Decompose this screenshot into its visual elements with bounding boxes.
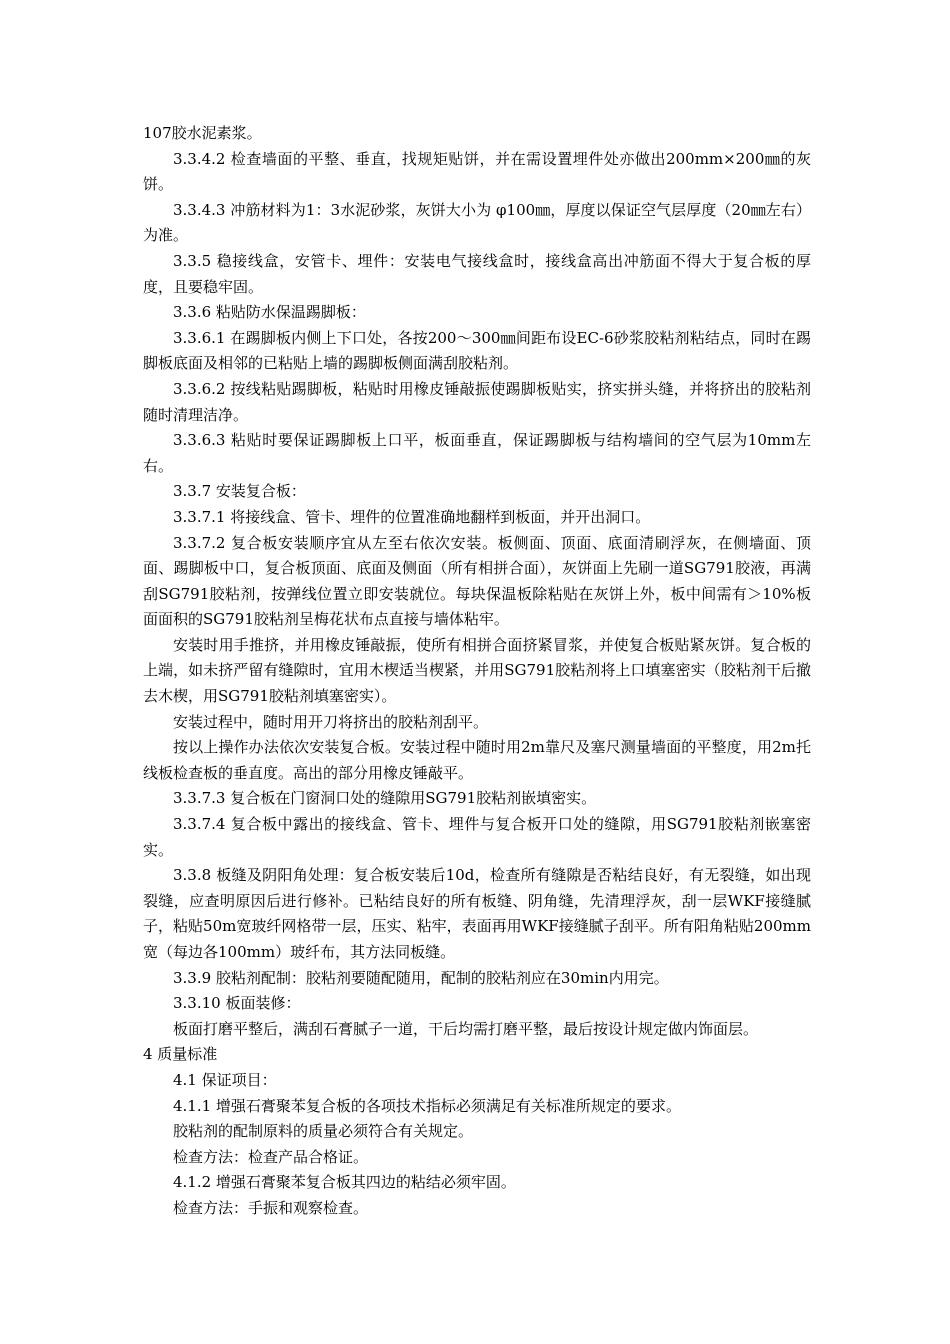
paragraph-4: 3.3.5 稳接线盒，安管卡、埋件：安装电气接线盒时，接线盒高出冲筋面不得大于复合板的厚度，且要稳牢固。 (143, 251, 811, 296)
paragraph-14: 按以上操作办法依次安装复合板。安装过程中随时用2m靠尺及塞尺测量墙面的平整度，用2m托线板检查板的垂直度。高出的部分用橡皮锤敲平。 (143, 738, 811, 782)
paragraph-11: 3.3.7.2 复合板安装顺序宜从左至右依次安装。板侧面、顶面、底面清刷浮灰，在侧墙面、顶面、踢脚板中口，复合板顶面、底面及侧面（所有相拼合面），灰饼面上先刷一道SG791胶液，再满刮SG791胶粘剂，按弹线位置立即安装就位。每块保温板除粘贴在灰饼上外，板中间需有＞10%板面面积的SG791胶粘剂呈梅花状布点直接与墙体粘牢。 (143, 533, 811, 629)
paragraph-8: 3.3.6.3 粘贴时要保证踢脚板上口平，板面垂直，保证踢脚板与结构墙间的空气层为10mm左右。 (143, 431, 811, 475)
paragraph-22: 4.1 保证项目： (173, 1070, 277, 1089)
paragraph-21: 4 质量标准 (143, 1045, 218, 1064)
paragraph-15: 3.3.7.3 复合板在门窗洞口处的缝隙用SG791胶粘剂嵌填密实。 (173, 789, 597, 808)
paragraph-26: 4.1.2 增强石膏聚苯复合板其四边的粘结必须牢固。 (173, 1173, 516, 1192)
paragraph-12: 安装时用手推挤，并用橡皮锤敲振，使所有相拼合面挤紧冒浆，并使复合板贴紧灰饼。复合板的上端，如未挤严留有缝隙时，宜用木楔适当楔紧，并用SG791胶粘剂将上口填塞密实（胶粘剂干后撤去木楔，用SG791胶粘剂填塞密实）。 (143, 635, 811, 706)
paragraph-5: 3.3.6 粘贴防水保温踢脚板： (173, 303, 366, 322)
paragraph-6: 3.3.6.1 在踢脚板内侧上下口处，各按200～300㎜间距布设EC-6砂浆胶粘剂粘结点，同时在踢脚板底面及相邻的已粘贴上墙的踢脚板侧面满刮胶粘剂。 (143, 328, 811, 373)
paragraph-13: 安装过程中，随时用开刀将挤出的胶粘剂刮平。 (173, 712, 489, 731)
paragraph-10: 3.3.7.1 将接线盒、管卡、埋件的位置准确地翻样到板面，并开出洞口。 (173, 507, 651, 526)
paragraph-1: 107胶水泥素浆。 (143, 124, 262, 142)
paragraph-23: 4.1.1 增强石膏聚苯复合板的各项技术指标必须满足有关标准所规定的要求。 (173, 1096, 681, 1115)
document-body (143, 121, 811, 1222)
paragraph-25: 检查方法：检查产品合格证。 (173, 1147, 369, 1166)
paragraph-3: 3.3.4.3 冲筋材料为1：3水泥砂浆，灰饼大小为 φ100㎜，厚度以保证空气层厚度（20㎜左右）为准。 (143, 200, 811, 245)
paragraph-9: 3.3.7 安装复合板： (173, 482, 306, 501)
paragraph-27: 检查方法：手振和观察检查。 (173, 1198, 369, 1217)
paragraph-24: 胶粘剂的配制原料的质量必须符合有关规定。 (173, 1122, 474, 1141)
paragraph-17: 3.3.8 板缝及阴阳角处理：复合板安装后10d，检查所有缝隙是否粘结良好，有无裂缝，如出现裂缝，应查明原因后进行修补。已粘结良好的所有板缝、阴角缝，先清理浮灰，刮一层WKF接缝腻子，粘贴50m宽玻纤网格带一层，压实、粘牢，表面再用WKF接缝腻子刮平。所有阳角粘贴200mm宽（每边各100mm）玻纤布，其方法同板缝。 (143, 866, 811, 961)
paragraph-20: 板面打磨平整后，满刮石膏腻子一道，干后均需打磨平整，最后按设计规定做内饰面层。 (173, 1019, 759, 1038)
paragraph-7: 3.3.6.2 按线粘贴踢脚板，粘贴时用橡皮锤敲振使踢脚板贴实，挤实拼头缝，并将挤出的胶粘剂随时清理洁净。 (143, 379, 811, 424)
paragraph-19: 3.3.10 板面装修： (173, 994, 301, 1013)
paragraph-18: 3.3.9 胶粘剂配制：胶粘剂要随配随用，配制的胶粘剂应在30min内用完。 (173, 968, 669, 987)
paragraph-2: 3.3.4.2 检查墙面的平整、垂直，找规矩贴饼，并在需设置埋件处亦做出200mm×200㎜的灰饼。 (143, 149, 811, 194)
paragraph-16: 3.3.7.4 复合板中露出的接线盒、管卡、埋件与复合板开口处的缝隙，用SG791胶粘剂嵌塞密实。 (143, 815, 811, 859)
